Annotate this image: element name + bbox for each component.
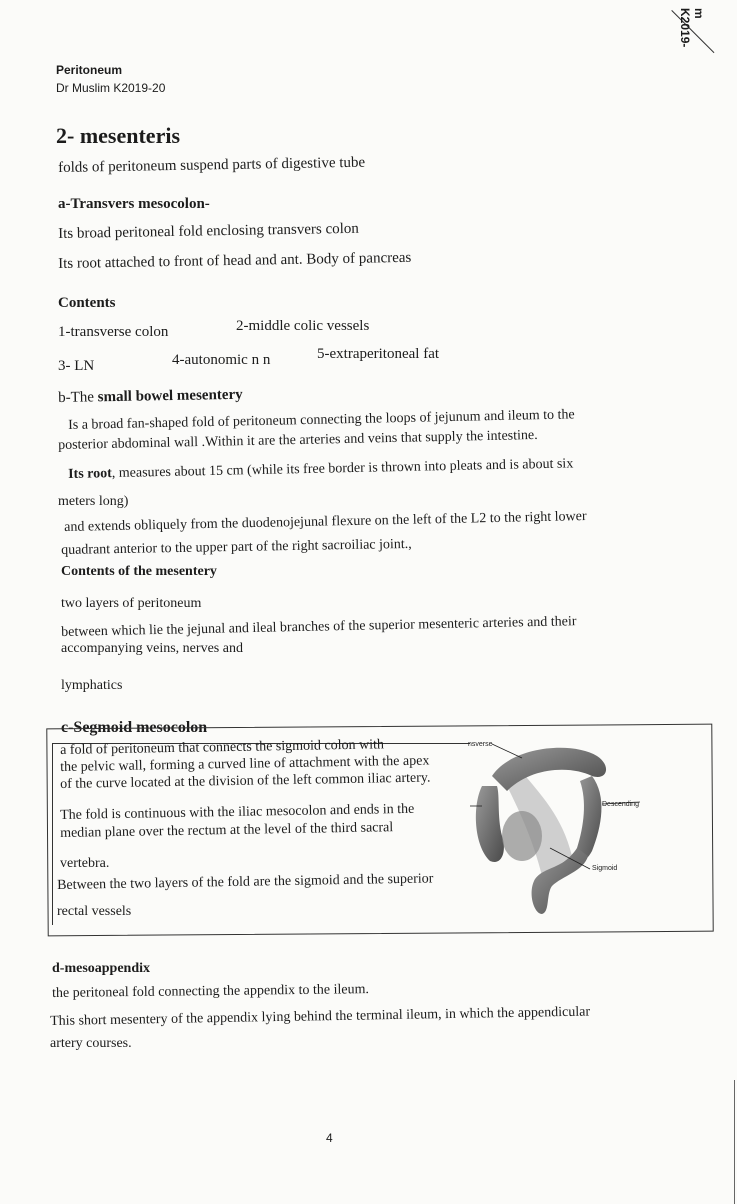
colon-illustration	[462, 736, 662, 916]
small-bowel-p1-line2: posterior abdominal wall .Within it are the arteries and veins that supply the intestine.	[58, 427, 538, 453]
sigmoid-inner-rule-left	[52, 743, 53, 925]
page-edge-line	[734, 1080, 735, 1204]
small-bowel-p2-line1: Its root, measures about 15 cm (while its free border is thrown into pleats and is about six	[68, 456, 574, 482]
sigmoid-title: c-Segmoid mesocolon	[61, 719, 208, 736]
mesoappendix-line3: artery courses.	[50, 1036, 132, 1051]
transverse-content-3: 3- LN	[58, 358, 95, 374]
small-bowel-p2-line2: meters long)	[58, 494, 129, 509]
sigmoid-p1-line1: a fold of peritoneum that connects the sigmoid colon with	[60, 737, 385, 758]
transverse-contents-title: Contents	[58, 295, 116, 311]
header-author: Dr Muslim K2019-20	[56, 81, 166, 95]
small-bowel-content-2-line1: between which lie the jejunal and ileal branches of the superior mesenteric arteries and their	[61, 614, 577, 640]
section-title: 2- mesenteris	[56, 123, 181, 148]
fig-label-sigmoid: Sigmoid	[592, 865, 618, 872]
transverse-line1: Its broad peritoneal fold enclosing transvers colon	[58, 220, 359, 242]
sigmoid-p1-line3: of the curve located at the division of the left common iliac artery.	[60, 770, 431, 792]
small-bowel-title: b-The small bowel mesentery	[58, 386, 243, 406]
mesoappendix-line1: the peritoneal fold connecting the appendix to the ileum.	[52, 982, 370, 1001]
section-intro: folds of peritoneum suspend parts of digestive tube	[58, 154, 366, 176]
ascending-colon-shape	[476, 786, 504, 862]
sigmoid-p1-line2: the pelvic wall, forming a curved line of attachment with the apex	[60, 753, 430, 775]
transverse-content-1: 1-transverse colon	[58, 324, 169, 340]
sigmoid-p3-line1: Between the two layers of the fold are the sigmoid and the superior	[57, 871, 434, 893]
transverse-content-2: 2-middle colic vessels	[236, 318, 370, 334]
header-title: Peritoneum	[56, 63, 123, 77]
transverse-title: a-Transvers mesocolon-	[58, 196, 210, 212]
transverse-content-4: 4-autonomic n n	[172, 352, 271, 368]
sigmoid-p2-line3: vertebra.	[60, 856, 110, 871]
small-bowel-p1-line1: Is a broad fan-shaped fold of peritoneum connecting the loops of jejunum and ileum to the	[68, 407, 575, 433]
small-bowel-content-2-line2: accompanying veins, nerves and	[61, 641, 243, 656]
small-bowel-content-3: lymphatics	[61, 678, 123, 693]
transverse-line2: Its root attached to front of head and ant. Body of pancreas	[58, 249, 412, 272]
descending-colon-shape	[576, 776, 601, 861]
sigmoid-p2-line2: median plane over the rectum at the level of the third sacral	[60, 820, 394, 841]
small-bowel-p3-line1: and extends obliquely from the duodenojejunal flexure on the left of the L2 to the right lower	[64, 509, 587, 535]
page-number: 4	[326, 1131, 333, 1145]
small-bowel-p3-line2: quadrant anterior to the upper part of the right sacroiliac joint.,	[61, 536, 412, 558]
mesoappendix-line2: This short mesentery of the appendix lying behind the terminal ileum, in which the appendicular	[50, 1004, 591, 1029]
small-bowel-content-1: two layers of peritoneum	[61, 596, 202, 611]
sigmoid-p3-line2: rectal vessels	[57, 904, 132, 919]
corner-tag: m K2019-	[678, 8, 706, 48]
fig-label-descending: Descending	[602, 801, 639, 808]
fig-label-top: nsverse	[468, 741, 493, 748]
sigmoid-p2-line1: The fold is continuous with the iliac mesocolon and ends in the	[60, 801, 415, 823]
transverse-content-5: 5-extraperitoneal fat	[317, 346, 440, 362]
mesoappendix-title: d-mesoappendix	[52, 961, 151, 976]
small-bowel-contents-title: Contents of the mesentery	[61, 564, 217, 579]
